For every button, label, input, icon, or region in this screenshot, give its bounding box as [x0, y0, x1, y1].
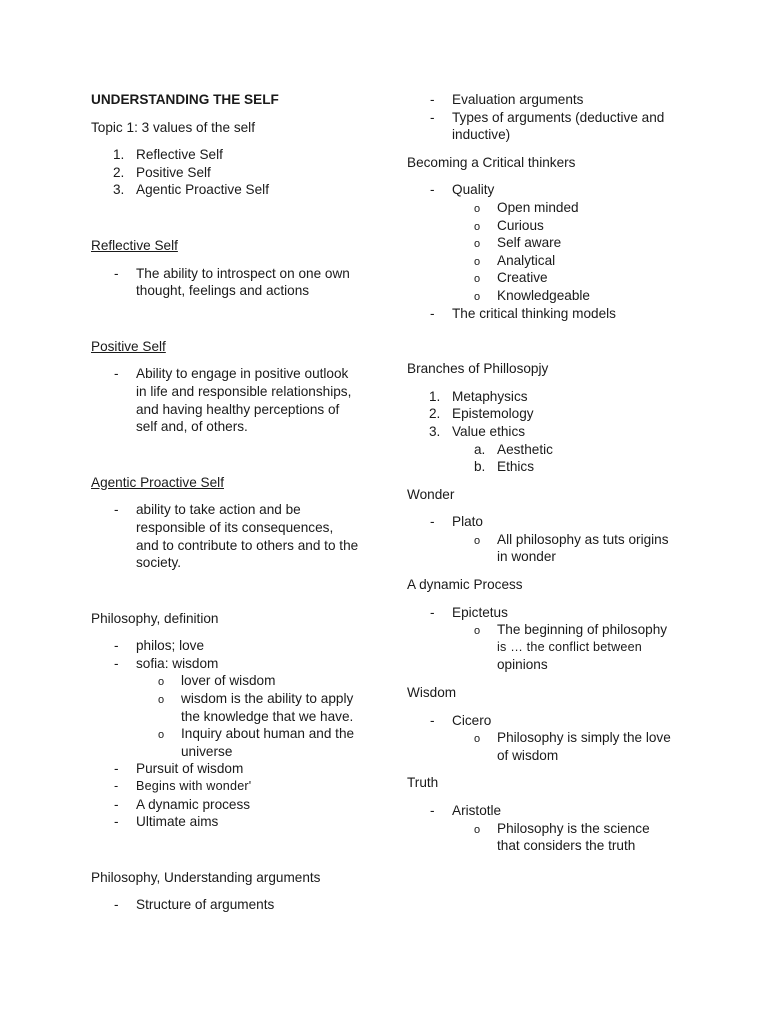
arguments-list: - Structure of arguments — [114, 897, 275, 913]
section-heading-dynamic: A dynamic Process — [407, 577, 523, 593]
section-heading-reflective: Reflective Self — [91, 237, 178, 253]
section-heading-arguments: Philosophy, Understanding arguments — [91, 869, 321, 885]
agentic-bullet: - ability to take action and be responsible of its consequences, and to contribute to others and to the society. — [114, 502, 359, 571]
wisdom-list: - Cicero o Philosophy is simply the love of wisdom — [430, 712, 671, 763]
section-heading-positive: Positive Self — [91, 338, 166, 354]
section-heading-wisdom: Wisdom — [407, 685, 457, 701]
reflective-bullet: - The ability to introspect on one own thought, feelings and actions — [114, 265, 350, 299]
dynamic-list: - Epictetus o The beginning of philosophy is … the conflict between opinions — [430, 604, 668, 673]
section-heading-philosophy: Philosophy, definition — [91, 610, 219, 626]
list-item: 1. Reflective Self — [113, 147, 223, 163]
list-item: 2. Positive Self — [113, 164, 211, 180]
right-column — [407, 91, 707, 855]
wonder-list: - Plato o All philosophy as tuts origins in wonder — [430, 514, 669, 565]
section-heading-critical: Becoming a Critical thinkers — [407, 154, 576, 170]
topic-heading: Topic 1: 3 values of the self — [91, 119, 255, 135]
arguments-continued: - Evaluation arguments - Types of arguments (deductive and inductive) — [430, 92, 665, 143]
section-heading-truth: Truth — [407, 775, 439, 791]
list-item: 3. Agentic Proactive Self — [113, 182, 269, 198]
branches-list: 1. Metaphysics 2. Epistemology 3. Value ethics a. Aesthetic b. Ethics — [429, 388, 553, 475]
critical-list: - Quality o Open minded o Curious o Self aware o Analytical o Creative o Knowledgeable - The critical thinking models — [430, 182, 616, 321]
values-list — [91, 146, 391, 199]
positive-bullet: - Ability to engage in positive outlook in life and responsible relationships, and having healthy perceptions of self and, of others. — [114, 366, 352, 435]
section-heading-wonder: Wonder — [407, 486, 455, 502]
section-heading-branches: Branches of Phillosopjy — [407, 361, 549, 377]
page-title: UNDERSTANDING THE SELF — [91, 92, 279, 107]
philosophy-list: - philos; love - sofia: wisdom o lover of wisdom o wisdom is the ability to apply the knowledge that we have. o Inquiry about human and the universe - Pursuit of wisdom - Begins with wonder' - A dynamic process - Ultimate aims — [114, 638, 355, 830]
truth-list: - Aristotle o Philosophy is the science that considers the truth — [430, 803, 650, 854]
section-heading-agentic: Agentic Proactive Self — [91, 474, 224, 490]
left-column — [91, 91, 391, 914]
